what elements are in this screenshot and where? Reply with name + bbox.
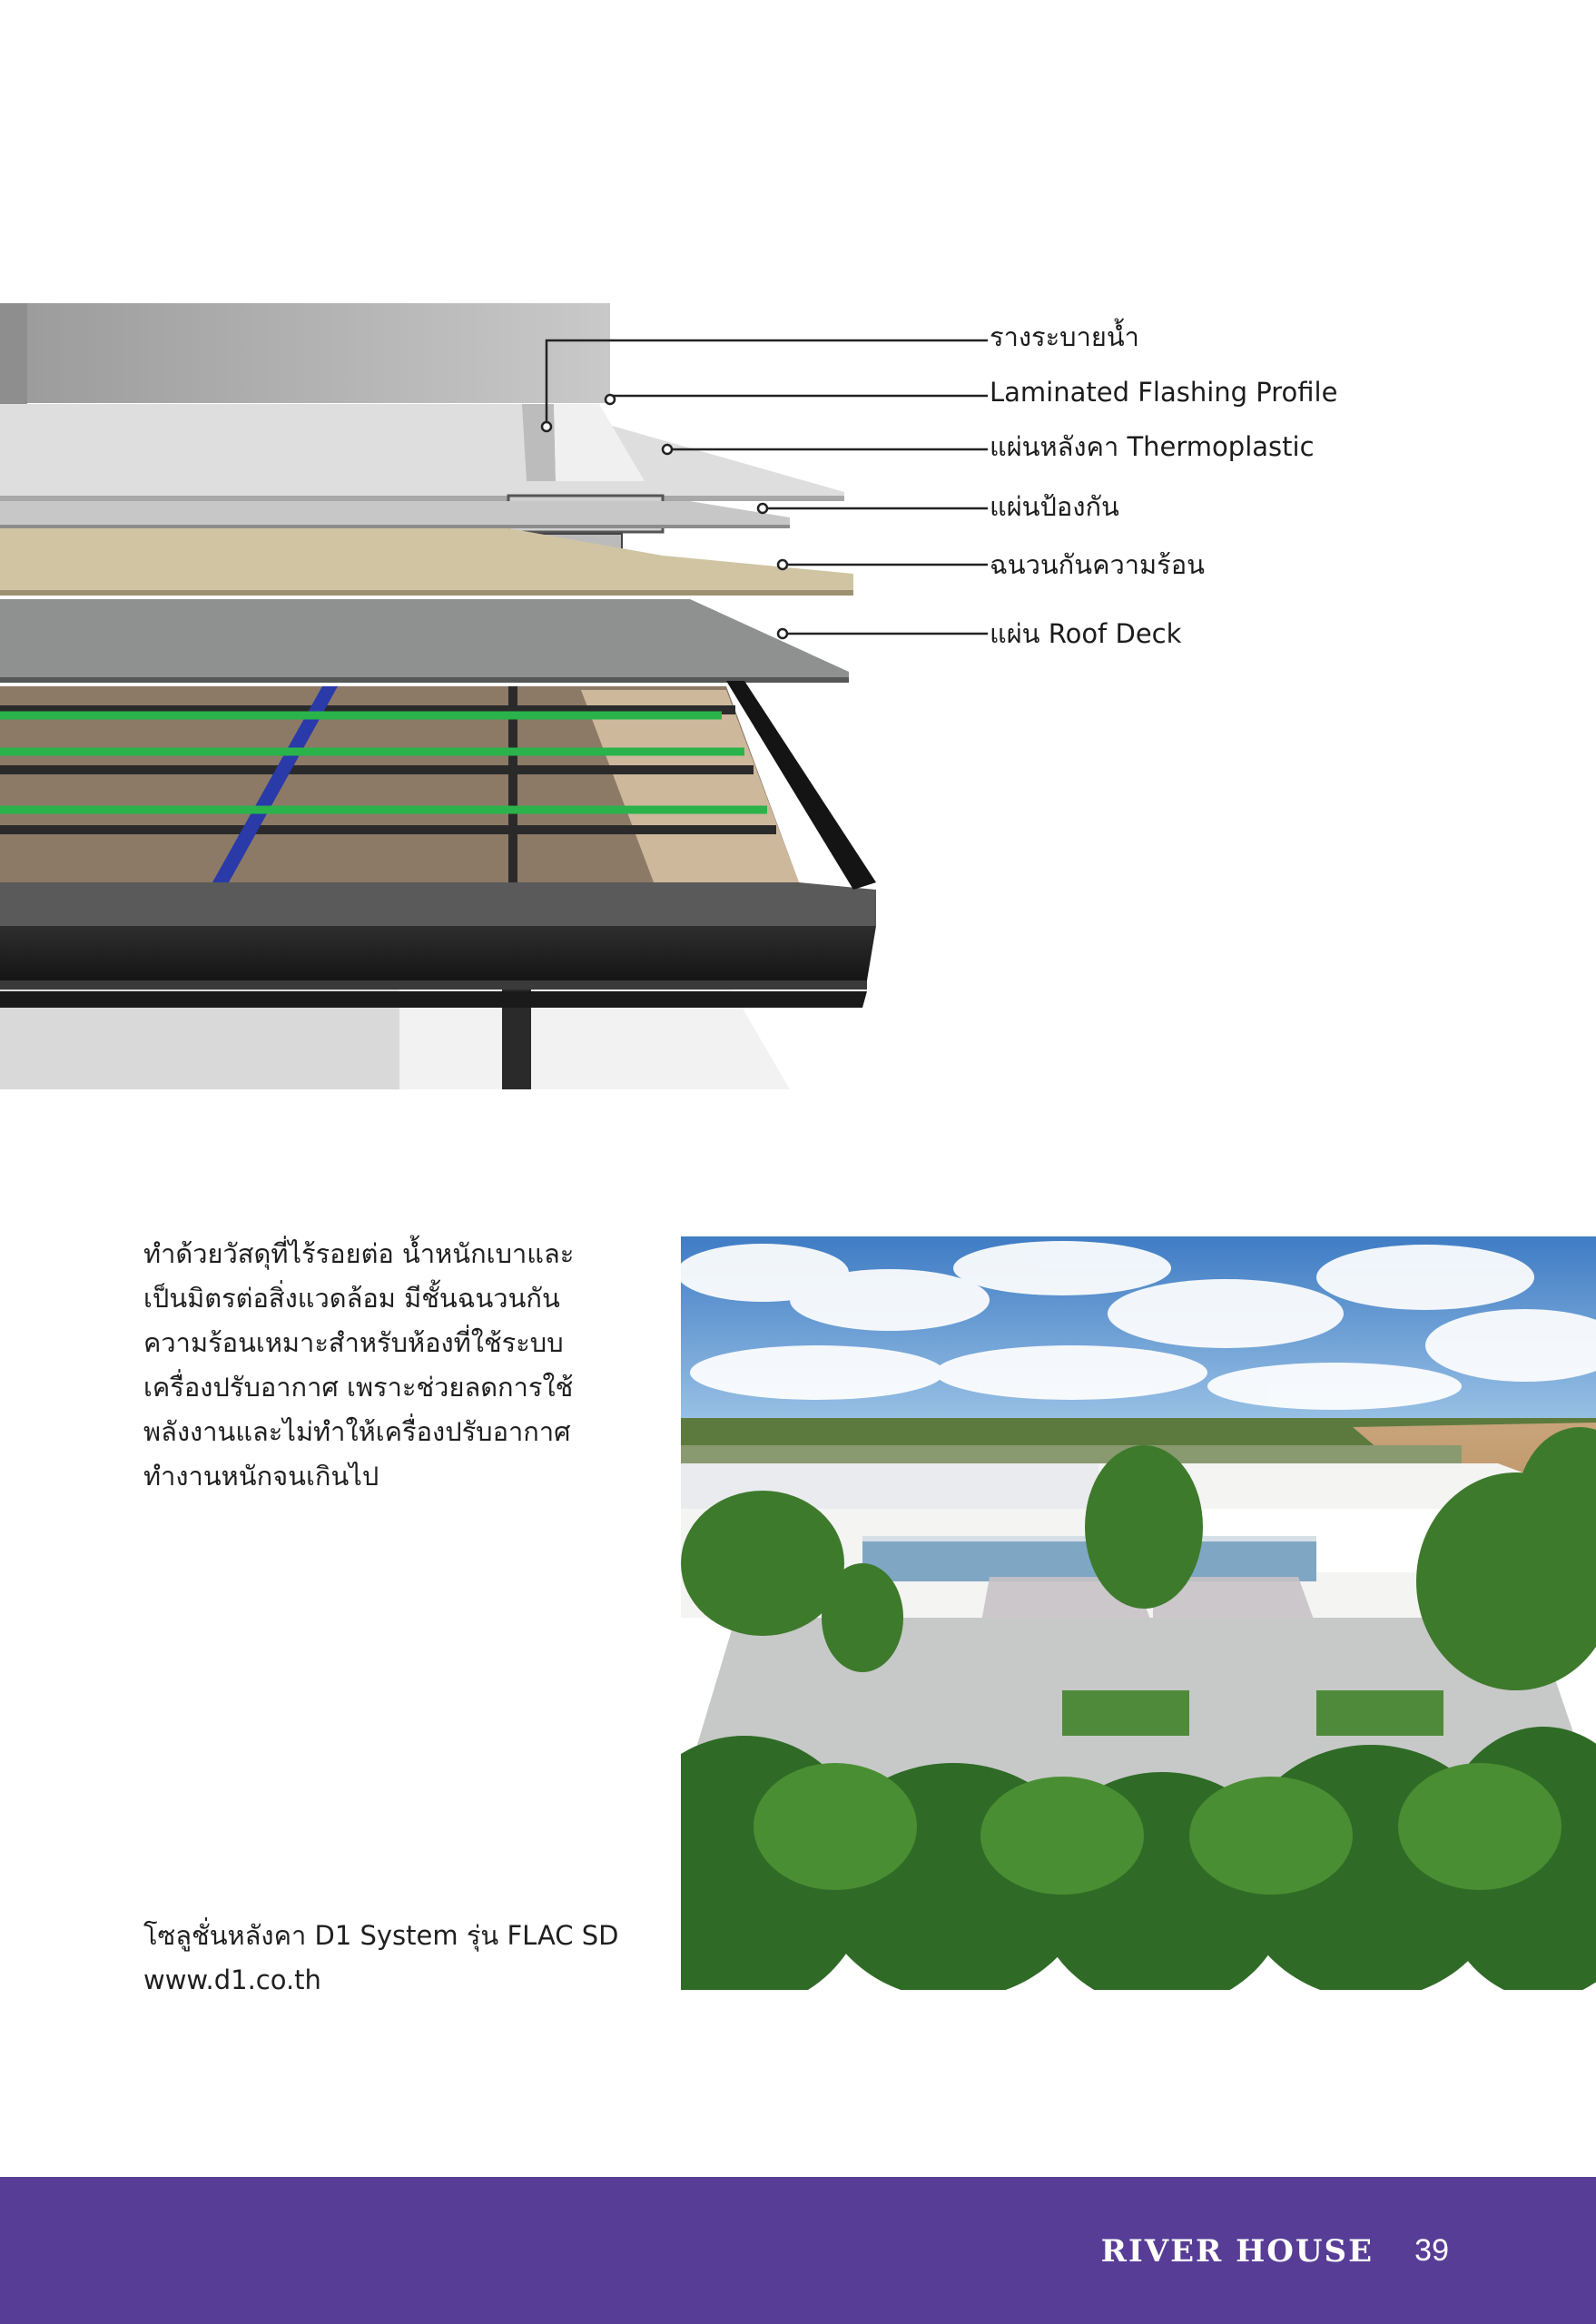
callout-flashing-profile: Laminated Flashing Profile [990, 377, 1338, 408]
steel-frame [0, 681, 876, 1008]
body-paragraph [143, 1232, 652, 1499]
credit-product: โซลูชั่นหลังคา D1 System รุ่น FLAC SD [143, 1920, 619, 1951]
parapet-wall [0, 303, 610, 417]
body-line: พลังงานและไม่ทำให้เครื่องปรับอากาศ [143, 1416, 571, 1447]
house-photo-illustration [681, 1236, 1596, 1990]
body-line: เครื่องปรับอากาศ เพราะช่วยลดการใช้ [143, 1372, 574, 1403]
credit-website: www.d1.co.th [143, 1965, 321, 1995]
product-credit [143, 1914, 619, 2003]
protection-layer [0, 501, 790, 528]
body-line: ทำด้วยวัสดุที่ไร้รอยต่อ น้ำหนักเบาและ [143, 1238, 575, 1269]
roof-deck [0, 599, 849, 683]
callout-insulation: ฉนวนกันความร้อน [990, 549, 1205, 580]
roof-layers-diagram [0, 290, 1596, 1089]
page-number: 39 [1414, 2233, 1449, 2268]
footer-band [0, 2177, 1596, 2324]
magazine-title: RIVER HOUSE [1100, 2233, 1374, 2270]
body-line: เป็นมิตรต่อสิ่งแวดล้อม มีชั้นฉนวนกัน [143, 1283, 560, 1314]
callout-protection-sheet: แผ่นป้องกัน [990, 491, 1119, 522]
callout-gutter: รางระบายน้ำ [990, 321, 1139, 352]
insulation-layer [0, 528, 853, 596]
callout-roof-deck: แผ่น Roof Deck [990, 618, 1182, 649]
house-photo [681, 1236, 1596, 1990]
body-line: ความร้อนเหมาะสำหรับห้องที่ใช้ระบบ [143, 1327, 564, 1358]
thermoplastic-sheet [0, 404, 844, 501]
callout-thermoplastic-sheet: แผ่นหลังคา Thermoplastic [990, 431, 1315, 462]
body-line: ทำงานหนักจนเกินไป [143, 1461, 379, 1492]
